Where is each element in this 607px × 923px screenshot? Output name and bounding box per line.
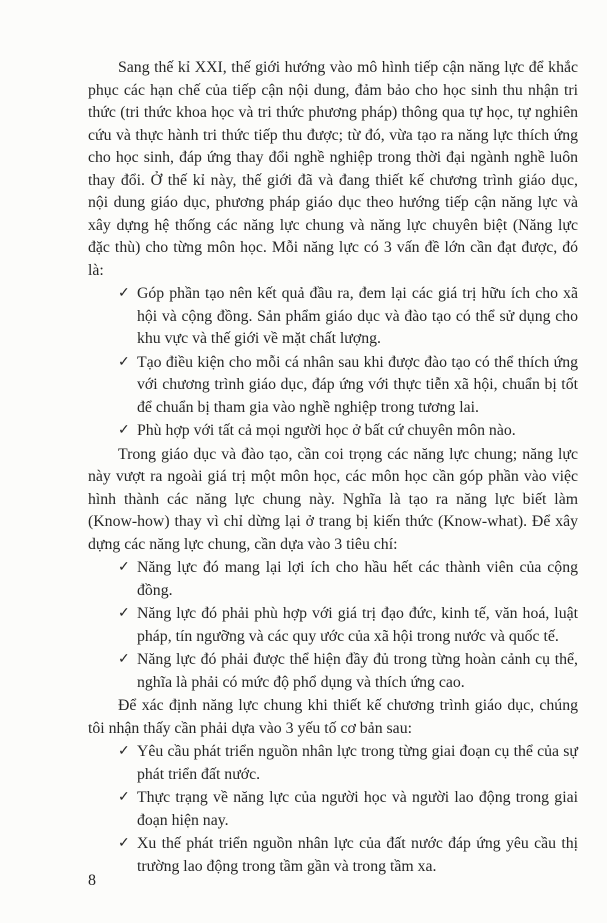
text-line: khu vực và thế giới về mặt chất lượng. [137,330,381,347]
text-line: Năng lực đó phải phù hợp với giá trị đạo đức, kinh tế, văn hoá, luật [137,605,578,622]
text-line: nghĩa là phải có mức độ phổ dụng và thích ứng cao. [137,673,465,691]
checklist-item [88,352,578,420]
text-line: cho học sinh, đáp ứng thay đổi nghề nghiệp trong thời đại ngành nghề luôn [88,149,578,166]
checklist-item [88,420,578,443]
text-line: Năng lực đó phải được thể hiện đầy đủ trong từng hoàn cảnh cụ thể, [137,651,578,668]
checklist-item [88,741,578,786]
text-line: nội dung giáo dục, phương pháp giáo dục theo hướng tiếp cận năng lực và [88,194,578,211]
text-line: Sang thế kỉ XXI, thế giới hướng vào mô hình tiếp cận năng lực để khắc [118,59,578,76]
text-line: thức (tri thức khoa học và tri thức phương pháp) thông qua tự học, tự nghiên [88,104,578,121]
text-line: Yêu cầu phát triển nguồn nhân lực trong từng giai đoạn cụ thể của sự [137,743,578,760]
text-line: hội và cộng đồng. Sản phẩm giáo dục và đào tạo có thể sử dụng cho [137,307,578,325]
text-line: đoạn hiện nay. [137,811,229,829]
paragraph [88,57,578,282]
text-line: với chương trình giáo dục, đáp ứng với thực tiễn xã hội, chuẩn bị tốt [137,376,578,393]
page-number: 8 [88,872,96,889]
text-line: Trong giáo dục và đào tạo, cần coi trọng các năng lực chung; năng lực [118,445,578,463]
text-line: đặc thù) cho từng môn học. Mỗi năng lực có 3 vấn đề lớn cần đạt được, đó là: [88,239,578,279]
checklist-item [88,603,578,648]
text-line: này vượt ra ngoài giá trị một môn học, các môn học cần góp phần vào việc [88,468,578,485]
checklist-item [88,283,578,351]
paragraph [88,695,578,740]
checkmark-icon: ✓ [118,354,130,370]
page-body [88,57,578,879]
checkmark-icon: ✓ [118,744,130,759]
checkmark-icon: ✓ [118,836,130,851]
text-line: cứu và thực hành tri thức tiếp thu được; từ đó, vừa tạo ra năng lực thích ứng [88,126,578,144]
text-line: Xu thế phát triển nguồn nhân lực của đất nước đáp ứng yêu cầu thị [137,835,578,852]
text-line: để chuẩn bị tham gia vào nghề nghiệp trong tương lai. [137,398,479,416]
text-line: tôi nhận thấy cần phải dựa vào 3 yếu tố cơ bản sau: [88,719,412,737]
text-line: Phù hợp với tất cả mọi người học ở bất cứ chuyên môn nào. [137,422,516,439]
text-line: dựng các năng lực chung, cần dựa vào 3 tiêu chí: [88,535,398,553]
text-line: (Know-how) thay vì chỉ dừng lại ở trang bị kiến thức (Know-what). Để xây [88,513,578,530]
checkmark-icon: ✓ [118,790,130,805]
checklist-item [88,557,578,602]
checkmark-icon: ✓ [118,560,130,575]
checklist-item [88,833,578,878]
checklist-item [88,787,578,832]
text-line: Để xác định năng lực chung khi thiết kế chương trình giáo dục, chúng [118,697,578,714]
text-line: xây dựng hệ thống các năng lực chung và năng lực chuyên biệt (Năng lực [88,216,578,234]
checkmark-icon: ✓ [118,423,130,438]
text-line: Thực trạng về năng lực của người học và người lao động trong giai [137,789,578,806]
text-line: Góp phần tạo nên kết quả đầu ra, đem lại các giá trị hữu ích cho xã [137,285,578,302]
text-line: pháp, tín ngưỡng và các quy ước của xã hội trong nước và quốc tế. [137,627,559,645]
paragraph [88,444,578,557]
checkmark-icon: ✓ [118,606,130,621]
text-line: hình thành các năng lực chung này. Nghĩa là tạo ra năng lực biết làm [88,490,578,508]
checklist-item [88,649,578,694]
text-line: phát triển đất nước. [137,765,261,783]
text-line: phục các hạn chế của tiếp cận nội dung, đảm bảo cho học sinh thu nhận tri [88,81,578,99]
text-line: thay đổi. Ở thế kỉ này, thế giới đã và đang thiết kế chương trình giáo dục, [88,171,578,189]
text-line: Năng lực đó mang lại lợi ích cho hầu hết các thành viên của cộng đồng. [137,559,578,599]
text-line: Tạo điều kiện cho mỗi cá nhân sau khi được đào tạo có thể thích ứng [137,353,578,371]
checkmark-icon: ✓ [118,652,130,667]
checkmark-icon: ✓ [118,286,130,301]
text-line: trường lao động trong tầm gần và trong tầm xa. [137,857,437,875]
